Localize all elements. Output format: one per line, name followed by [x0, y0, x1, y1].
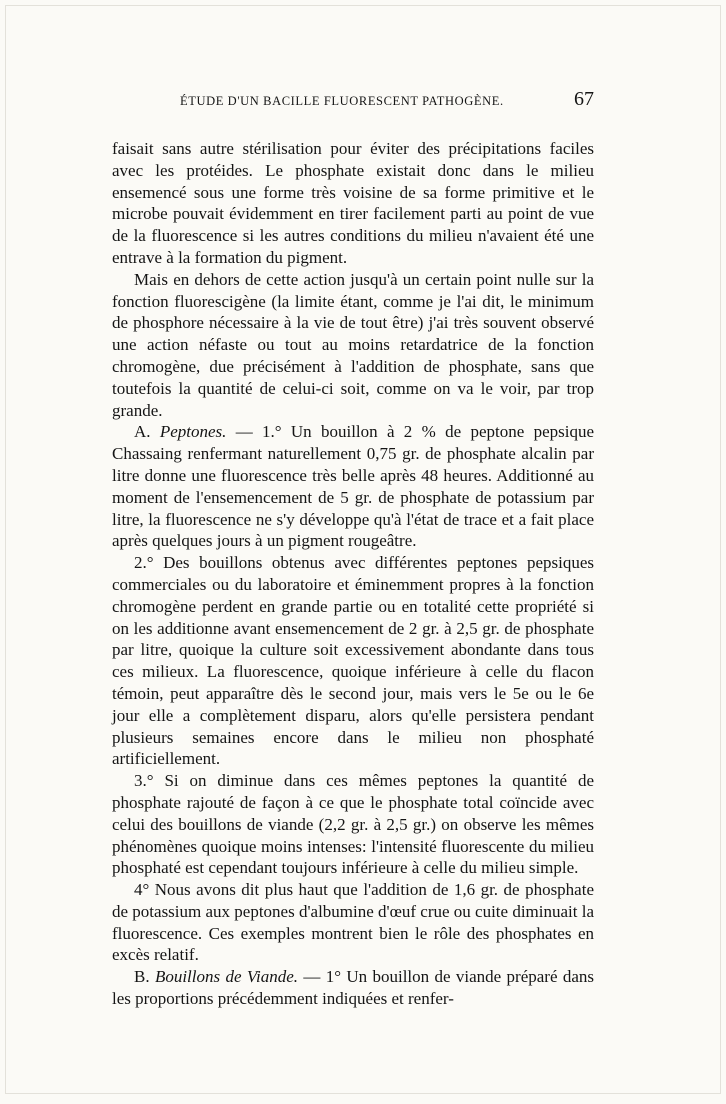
page-number: 67 [574, 88, 594, 110]
section-a-title: Peptones. [159, 422, 227, 442]
paragraph-chromogen-action: Mais en dehors de cette action jusqu'à un certain point nulle sur la fonction fluorescigène (la limite étant, comme je l'ai dit, le minimum de phosphore nécessaire à la vie de tout être) j'ai très souvent observé une action néfaste ou tout au moins retardatrice de la fonction chromogène, due précisément à l'addition de phosphate, sans que toutefois la quantité de celui-ci soit, comme on va le voir, par trop grande. [112, 269, 594, 420]
paragraph-bouillons-viande [112, 966, 594, 1010]
section-b-label: B. [134, 967, 150, 987]
book-page [5, 5, 721, 1094]
section-a-label: A. [134, 422, 151, 442]
paragraph-peptones-3: 3.° Si on diminue dans ces mêmes peptones la quantité de phosphate rajouté de façon à ce que le phosphate total coïncide avec celui des bouillons de viande (2,2 gr. à 2,5 gr.) on observe les mêmes phénomènes quoique moins intenses: l'intensité fluorescente du milieu phosphaté est cependant toujours inférieure à celle du milieu simple. [112, 771, 594, 878]
paragraph-peptones [112, 421, 594, 552]
running-title: ÉTUDE D'UN BACILLE FLUORESCENT PATHOGÈNE. [180, 94, 504, 108]
paragraph-peptones-2: 2.° Des bouillons obtenus avec différentes peptones pepsiques commerciales ou du laboratoire et éminemment propres à la fonction chromogène perdent en grande partie ou en totalité cette propriété si on les additionne avant ensemencement de 2 gr. à 2,5 gr. de phosphate par litre, quoique la culture soit excessivement abondante dans tous ces milieux. La fluorescence, quoique inférieure à celle du flacon témoin, peut apparaître dès le second jour, mais vers le 5e ou le 6e jour elle a complètement disparu, alors qu'elle persistera pendant plusieurs semaines encore dans le milieu non phosphaté artificiellement. [112, 553, 594, 769]
section-a-text: — 1.° Un bouillon à 2 % de peptone pepsique Chassaing renfermant naturellement 0,75 gr. de phosphate alcalin par litre donne une fluorescence très belle après 48 heures. Additionné au moment de l'ensemencement de 5 gr. de phosphate de potassium par litre, la fluorescence ne s'y développe qu'à l'état de trace et a fait place après quelques jours à un pigment rougeâtre. [112, 422, 594, 551]
section-b-title: Bouillons de Viande. [154, 967, 299, 987]
section-b-text: — 1° Un bouillon de viande préparé dans les proportions précédemment indiquées et renfer- [112, 967, 595, 1009]
paragraph-continuation: faisait sans autre stérilisation pour éviter des précipitations faciles avec les protéides. Le phosphate existait donc dans le milieu ensemencé sous une forme très voisine de sa forme primitive et le microbe pouvait évidemment en tirer facilement parti au point de vue de la fluorescence si les autres conditions du milieu n'avaient été une entrave à la formation du pigment. [112, 139, 594, 267]
paragraph-peptones-4: 4° Nous avons dit plus haut que l'addition de 1,6 gr. de phosphate de potassium aux peptones d'albumine d'œuf crue ou cuite diminuait la fluorescence. Ces exemples montrent bien le rôle des phosphates en excès relatif. [112, 880, 595, 965]
body-text [112, 138, 594, 1010]
running-header [112, 90, 594, 116]
